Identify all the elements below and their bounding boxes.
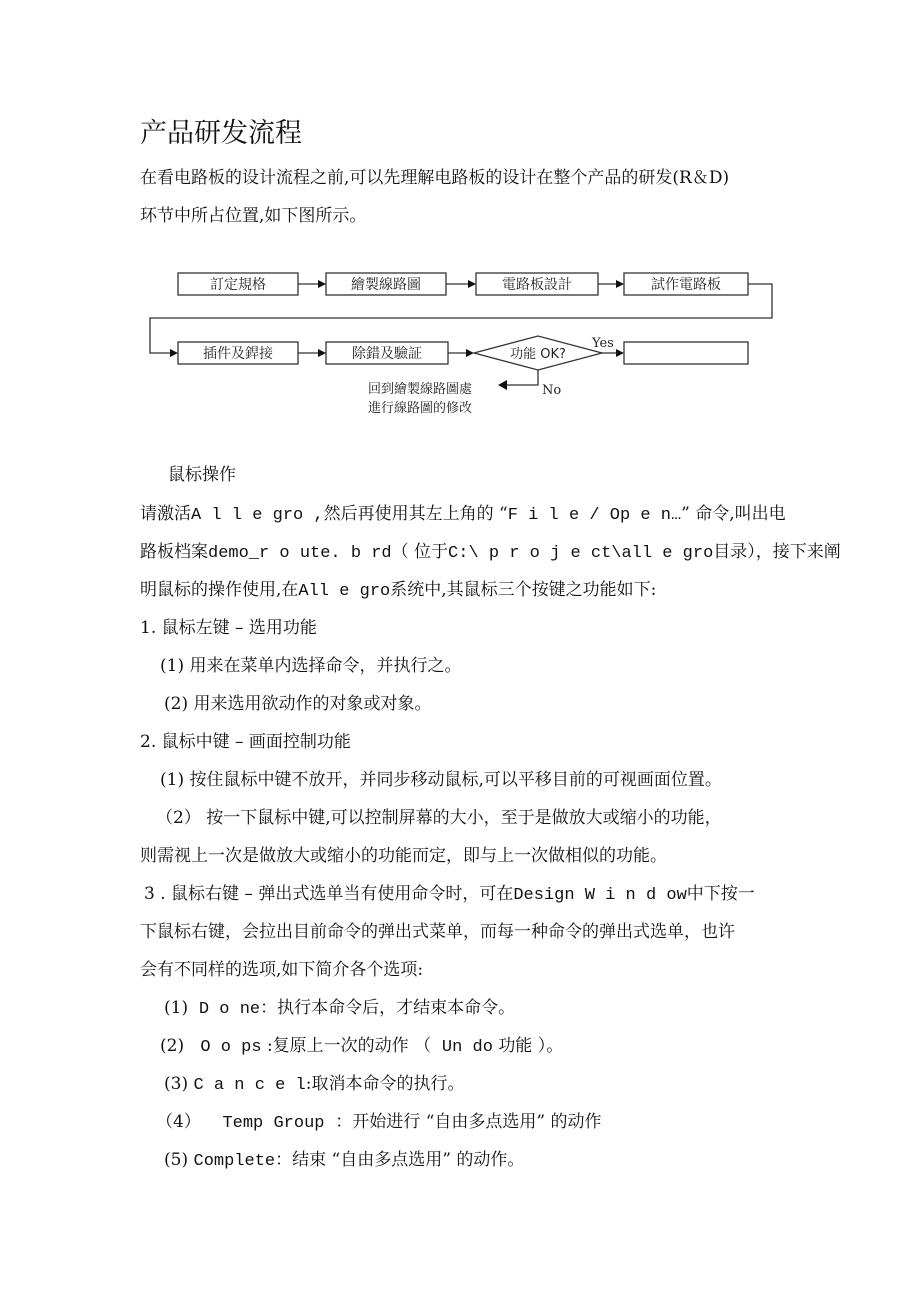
left-button-item-1: (1) 用来在菜单内选择命令，并执行之。 [160, 656, 462, 676]
option-oops-undo: Un do [441, 1038, 493, 1057]
arrow-no-head [498, 380, 507, 390]
flow-step-debug-label: 除錯及驗証 [352, 346, 422, 362]
option-temp-group-desc: ：开始进行 “自由多点选用” 的动作 [335, 1112, 602, 1132]
option-done-desc: ：执行本命令后，才结束本命令。 [260, 998, 516, 1018]
mouse-intro-1a: 请激活 [140, 504, 191, 524]
option-complete-name: Complete [193, 1152, 276, 1171]
right-button-3c: 中下按一 [686, 884, 755, 904]
flow-step-pcb-design [476, 273, 598, 295]
mouse-intro-2b: demo_r o ute. b rd [208, 544, 392, 563]
option-oops-desc: :复原上一次的动作 （ [266, 1036, 432, 1056]
flow-step-production [624, 342, 748, 364]
right-button-3a: 3 . 鼠标右键 – 弹出式选单当有使用命令时，可在 [144, 884, 514, 904]
mouse-intro-1e: ” 命令,叫出电 [681, 504, 786, 524]
flow-decision [474, 336, 602, 370]
feedback-note-line-2: 進行線路圖的修改 [368, 401, 473, 416]
mouse-intro-2c: （ 位于 [391, 542, 449, 562]
intro-line-1: 在看电路板的设计流程之前,可以先理解电路板的设计在整个产品的研发(R＆D) [140, 168, 730, 188]
flow-step-assembly-label: 插件及銲接 [203, 346, 273, 362]
flow-step-debug [326, 342, 448, 364]
option-cancel-num: (3) [164, 1074, 189, 1094]
option-oops-name: O o ps [200, 1038, 262, 1057]
flow-step-spec-label: 訂定規格 [210, 277, 266, 293]
wrap-connector-head [170, 349, 178, 357]
mouse-intro-line-3 [140, 578, 656, 604]
flow-step-spec [178, 273, 298, 295]
flow-step-prototype [624, 273, 748, 295]
yes-label: Yes [592, 336, 614, 351]
flow-step-prototype-label: 試作電路板 [651, 277, 721, 293]
arrow-2-head [468, 280, 476, 288]
no-label: No [542, 383, 562, 398]
mouse-intro-3a: 明鼠标的操作使用,在 [140, 580, 299, 600]
right-button-3b: Design W i n d ow [513, 886, 687, 905]
option-oops [160, 1034, 563, 1060]
section-heading-mouse: 鼠标操作 [168, 465, 236, 485]
mouse-intro-line-1 [140, 502, 786, 528]
arrow-4-head [318, 349, 326, 357]
mouse-intro-2e: 目录），接下来阐 [713, 542, 841, 562]
option-done [164, 996, 515, 1022]
option-complete [164, 1148, 524, 1174]
intro-line-2: 环节中所占位置,如下图所示。 [140, 206, 367, 226]
middle-button-item-2: （2） 按一下鼠标中键,可以控制屏幕的大小，至于是做放大或缩小的功能， [156, 808, 722, 828]
option-cancel-desc: :取消本命令的执行。 [305, 1074, 465, 1094]
right-button-heading [144, 882, 755, 908]
option-oops-desc-end: 功能 ）。 [498, 1036, 564, 1056]
arrow-3-head [616, 280, 624, 288]
flow-step-pcb-design-label: 電路板設計 [502, 277, 572, 293]
right-button-text-2: 下鼠标右键，会拉出目前命令的弹出式菜单，而每一种命令的弹出式选单，也许 [140, 922, 735, 942]
mouse-intro-1b: A l l e gro , [191, 506, 324, 525]
option-cancel [164, 1072, 464, 1098]
rd-flowchart [140, 262, 780, 432]
arrow-no [506, 370, 538, 385]
mouse-intro-2d: C:\ p r o j e ct\all e gro [448, 544, 714, 563]
feedback-note-line-1: 回到繪製線路圖處 [368, 382, 473, 397]
mouse-intro-2a: 路板档案 [140, 542, 208, 562]
option-temp-group-num: （4） [156, 1112, 201, 1132]
flow-step-assembly [178, 342, 298, 364]
left-button-heading: 1. 鼠标左键 – 选用功能 [140, 618, 317, 638]
middle-button-item-1: (1) 按住鼠标中键不放开，并同步移动鼠标,可以平移目前的可视画面位置。 [160, 770, 722, 790]
flow-step-schematic [326, 273, 446, 295]
left-button-item-2: (2) 用来选用欲动作的对象或对象。 [164, 694, 432, 714]
mouse-intro-3c: 系统中,其鼠标三个按键之功能如下: [390, 580, 657, 600]
arrow-yes-head [616, 349, 624, 357]
page-title: 产品研发流程 [140, 118, 302, 149]
flow-decision-label: 功能 OK? [510, 347, 566, 362]
middle-button-heading: 2. 鼠标中键 – 画面控制功能 [140, 732, 351, 752]
right-button-text-3: 会有不同样的选项,如下简介各个选项: [140, 960, 424, 980]
option-temp-group-name: Temp Group [222, 1114, 325, 1133]
option-done-num: (1) [164, 998, 189, 1018]
option-complete-desc: ：结束 “自由多点选用” 的动作。 [275, 1150, 525, 1170]
option-done-name: D o ne [198, 1000, 261, 1019]
middle-button-item-2-cont: 则需视上一次是做放大或缩小的功能而定，即与上一次做相似的功能。 [140, 846, 667, 866]
mouse-intro-1d: F i l e / Op e n… [507, 506, 682, 525]
mouse-intro-line-2 [140, 540, 841, 566]
option-cancel-name: C a n c e l [193, 1076, 306, 1095]
option-oops-num: (2) [160, 1036, 185, 1056]
mouse-intro-1c: 然后再使用其左上角的 “ [323, 504, 508, 524]
mouse-intro-3b: All e gro [298, 582, 391, 601]
option-complete-num: (5) [164, 1150, 189, 1170]
arrow-1-head [318, 280, 326, 288]
option-temp-group [156, 1110, 602, 1136]
flow-step-schematic-label: 繪製線路圖 [351, 277, 421, 293]
